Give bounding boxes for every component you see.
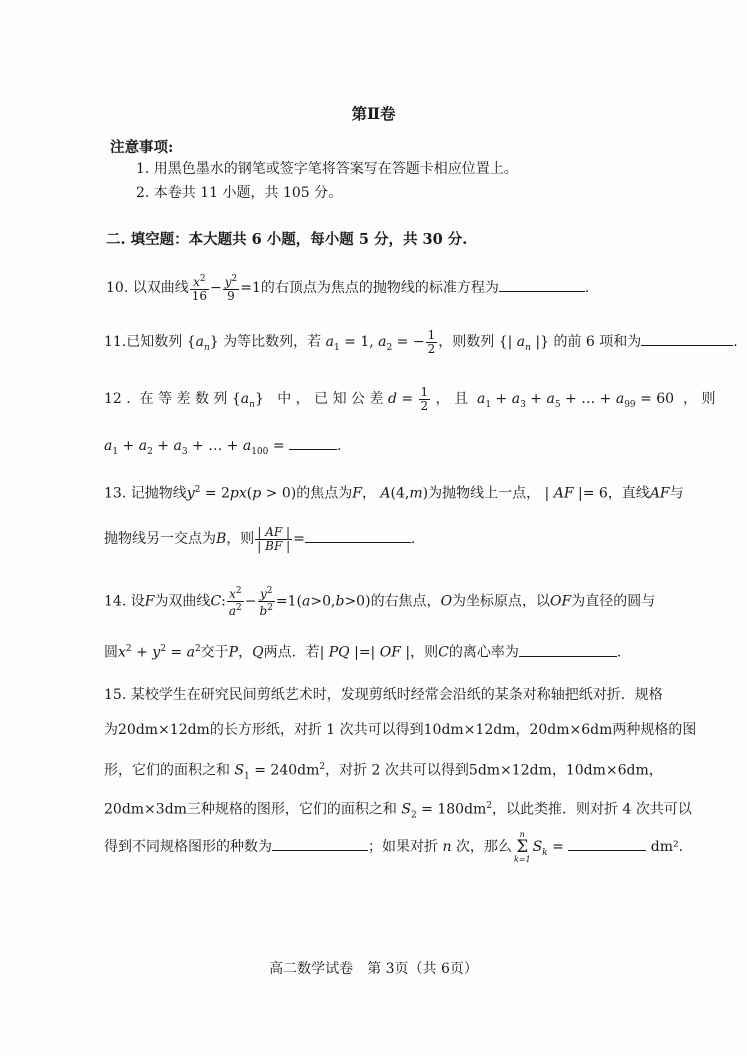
- question-15-line-4: 20dm×3dm三种规格的图形，它们的面积之和 $S_2 = 180dm^2$，以此类推．则对折 4 次共可以: [104, 801, 692, 821]
- question-text: 以双曲线: [132, 280, 189, 296]
- question-14: 14. 设F为双曲线C: $\frac{x^2}{a^2}$ − $\frac{y^2}{b^2}$ =1(a>0,b>0)的右焦点，O为坐标原点，以OF为直径的圆与: [104, 586, 656, 618]
- question-11: 11.已知数列 $\{a_n\}$ 为等比数列，若 $a_1 = 1$, $a_2$ = − $\frac{1}{2}$ ，则数列 {| $a_n$ |} 的前 6 项和为 .: [104, 327, 738, 356]
- question-end: .: [337, 438, 342, 454]
- question-13: 13. 记抛物线$y^2 = 2px(p > 0)$的焦点为F， A(4,m)为抛物线上一点， | AF |= 6，直线AF与: [104, 485, 684, 502]
- question-text: ，则: [226, 531, 255, 547]
- question-text: 为抛物线上一点，: [428, 485, 541, 502]
- answer-blank[interactable]: [519, 655, 617, 657]
- question-text: ，: [361, 485, 376, 502]
- answer-blank[interactable]: [305, 541, 411, 543]
- page-footer: 高二数学试卷 第 3页（共 6页）: [269, 961, 478, 977]
- question-end: .: [733, 334, 738, 350]
- question-text: ；如果对折: [368, 839, 438, 855]
- question-text: 中 ， 已 知 公 差: [277, 391, 384, 407]
- question-text: 设: [130, 593, 145, 610]
- question-text: ， 且: [435, 391, 469, 407]
- question-12: 12 . 在 等 差 数 列 $\{a_n\}$ 中 ， 已 知 公 差 d = $\frac{1}{2}$ ， 且 $a_1 + a_3 + a_5$ + … + $a_{99} = 60$ ， 则: [104, 384, 716, 413]
- question-end: .: [616, 644, 622, 661]
- question-text: 20dm×3dm三种规格的图形，它们的面积之和: [104, 801, 397, 818]
- question-14-cont: 圆$x^2 + y^2 = a^2$交于P，Q两点．若| PQ |=| OF |，则C的离心率为 .: [104, 644, 622, 661]
- question-15-line-5: 得到不同规格图形的种数为 ；如果对折 n 次，那么 n Σ k=1 $S_k = dm^2$.: [104, 830, 684, 864]
- question-text: 记抛物线: [130, 485, 187, 502]
- unit-label: dm²: [650, 839, 679, 855]
- math-fraction: $\frac{1}{2}$: [427, 327, 436, 356]
- question-text: 交于: [200, 644, 229, 661]
- math-fraction: $\frac{1}{2}$: [420, 384, 429, 413]
- question-text: 形，它们的面积之和: [104, 762, 230, 779]
- question-text: 某校学生在研究民间剪纸艺术时，发现剪纸时经常会沿纸的某条对称轴把纸对折．规格: [130, 687, 663, 703]
- question-number: 13.: [104, 485, 127, 502]
- question-text: ，则数列: [438, 334, 495, 350]
- question-text: 为双曲线: [154, 593, 211, 610]
- answer-blank[interactable]: [289, 448, 337, 450]
- question-text: ，直线: [607, 485, 650, 502]
- question-text: 的焦点为: [296, 485, 353, 502]
- question-text: ，对折 2 次共可以得到5dm×12dm，10dm×6dm，: [325, 762, 663, 779]
- question-text: 的右顶点为焦点的抛物线的标准方程为: [260, 280, 499, 296]
- math-fraction: $\frac{x^2}{a^2}$: [228, 586, 242, 618]
- question-text: ，则: [410, 644, 439, 661]
- summation-symbol: n Σ k=1: [513, 830, 531, 864]
- question-13-cont: 抛物线另一交点为B，则 $\frac{| AF |}{| BF |}$ = .: [104, 524, 416, 553]
- question-text: ， 则: [683, 391, 716, 407]
- question-number: 15.: [104, 687, 127, 703]
- question-text: 的前 6 项和为: [553, 334, 642, 350]
- question-text: 圆: [104, 644, 118, 661]
- question-15: [104, 686, 663, 704]
- question-text: 的右焦点，: [370, 593, 441, 610]
- math-fraction: $\frac{x^2}{16}$: [191, 274, 207, 303]
- notice-item-2: 2. 本卷共 11 小题，共 105 分。: [136, 185, 343, 201]
- notice-heading: 注意事项:: [110, 139, 174, 156]
- math-fraction: $\frac{y^2}{9}$: [224, 274, 238, 303]
- question-number: 14.: [104, 593, 127, 610]
- question-number: 10.: [106, 280, 129, 296]
- answer-blank[interactable]: [641, 344, 733, 346]
- question-number: 11.: [104, 334, 127, 350]
- question-number: 12 .: [104, 391, 131, 407]
- question-end: .: [584, 280, 590, 296]
- section-heading: 二. 填空题：本大题共 6 小题，每小题 5 分，共 30 分.: [106, 231, 468, 248]
- notice-item-1: 1. 用黑色墨水的钢笔或签字笔将答案写在答题卡相应位置上。: [136, 161, 518, 177]
- question-text: ，以此类推．则对折 4 次共可以: [492, 801, 692, 818]
- question-12-cont: $a_1 + a_2 + a_3$ + … + $a_{100}$ = .: [104, 438, 342, 457]
- question-text: ，: [238, 644, 253, 661]
- answer-blank[interactable]: [499, 290, 585, 292]
- math-fraction: $\frac{y^2}{b^2}$: [259, 586, 273, 618]
- question-text: 两点．若: [263, 644, 320, 661]
- question-text: 得到不同规格图形的种数为: [104, 839, 272, 855]
- question-text: 已知数列: [126, 334, 183, 350]
- question-text: 为等比数列，若: [223, 334, 322, 350]
- question-10: 10. 以双曲线 $\frac{x^2}{16}$ − $\frac{y^2}{9}$ =1的右顶点为焦点的抛物线的标准方程为 .: [106, 274, 590, 303]
- question-15-line-2: 为20dm×12dm的长方形纸，对折 1 次共可以得到10dm×12dm，20dm×6dm两种规格的图: [104, 722, 697, 738]
- question-text: 为直径的圆与: [571, 593, 656, 610]
- question-15-line-3: 形，它们的面积之和 $S_1 = 240dm^2$，对折 2 次共可以得到5dm×12dm，10dm×6dm，: [104, 762, 663, 782]
- answer-blank[interactable]: [568, 849, 646, 851]
- page-title: 第Ⅱ卷: [351, 104, 396, 123]
- question-text: 的离心率为: [448, 644, 519, 661]
- question-text: 抛物线另一交点为: [104, 531, 216, 547]
- question-text: 为坐标原点，以: [452, 593, 551, 610]
- answer-blank[interactable]: [272, 849, 368, 851]
- question-end: .: [410, 531, 416, 547]
- question-end: .: [678, 839, 684, 855]
- math-fraction: $\frac{| AF |}{| BF |}$: [257, 524, 291, 553]
- question-text: 次，那么: [455, 839, 512, 855]
- question-text: 在 等 差 数 列: [139, 391, 228, 407]
- question-text: 与: [669, 485, 684, 502]
